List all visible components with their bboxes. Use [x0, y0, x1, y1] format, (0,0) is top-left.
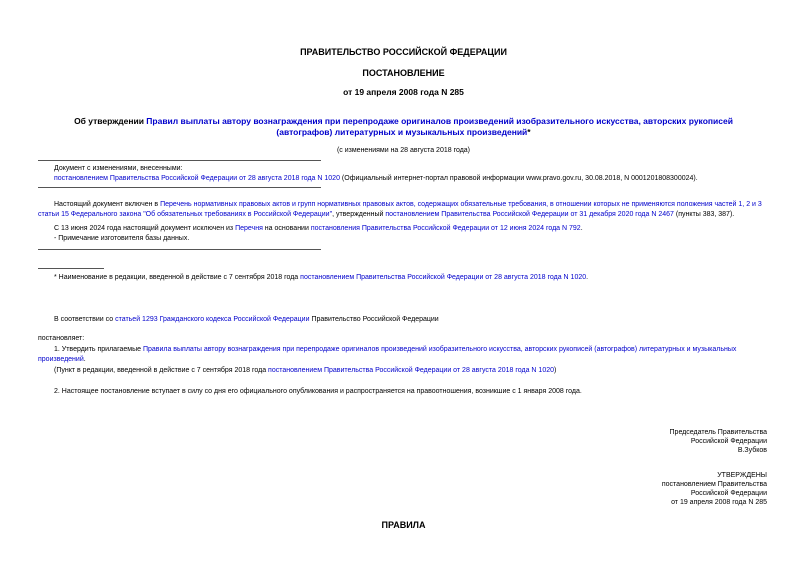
exclusion-note-text-c: . — [580, 225, 583, 232]
divider-top — [38, 160, 321, 161]
divider-middle — [38, 187, 321, 188]
decree-792-link[interactable]: постановления Правительства Российской Федерации от 12 июня 2024 года N 792 — [310, 225, 581, 232]
item-1-text-a: 1. Утвердить прилагаемые — [54, 346, 143, 353]
approved-rules-link-part1[interactable]: Правила выплаты автору вознаграждения при перепродаже оригиналов произведений изобразительного искусства, авторских рукописей (автографов) литературных и музыкальных — [142, 346, 737, 353]
government-heading: ПРАВИТЕЛЬСТВО РОССИЙСКОЙ ФЕДЕРАЦИИ — [300, 47, 507, 57]
footnote — [54, 273, 588, 283]
signature-position: Председатель Правительства — [669, 429, 767, 436]
footnote-decree-link[interactable]: постановлением Правительства Российской Федерации от 28 августа 2018 года N 1020 — [300, 274, 587, 281]
item-1-decree-link[interactable]: постановлением Правительства Российской Федерации от 28 августа 2018 года N 1020 — [268, 367, 554, 374]
inclusion-note-text-a: Настоящий документ включен в — [54, 201, 161, 208]
item-1-note-text-a: (Пункт в редакции, введенной в действие с 7 сентября 2018 года — [54, 367, 269, 374]
approved-rules-link-part2[interactable]: произведений — [38, 356, 84, 363]
decree-2467-link[interactable]: постановлением Правительства Российской Федерации от 31 декабря 2020 года N 2467 — [385, 211, 674, 218]
approval-block — [662, 471, 767, 507]
changes-intro: Документ с изменениями, внесенными: — [54, 165, 183, 172]
approval-by: постановлением Правительства — [661, 481, 767, 488]
signature-block — [670, 428, 767, 455]
footnote-separator — [38, 268, 104, 269]
preamble-text-a: В соответствии со — [54, 316, 116, 323]
item-1-note-text-b: ) — [554, 367, 557, 374]
database-note: - Примечание изготовителя базы данных. — [54, 235, 190, 242]
title-footnote-mark: * — [527, 127, 531, 137]
list-link[interactable]: Перечня — [235, 225, 263, 232]
preamble-text-b: Правительство Российской Федерации — [309, 316, 439, 323]
inclusion-note — [38, 200, 768, 220]
list-of-acts-link-part1[interactable]: Перечень нормативных правовых актов и групп нормативных правовых актов, содержащих обязательные требования, в отношении которых не применяются положения частей 1, 2 — [160, 201, 751, 208]
changes-source-rest: (Официальный интернет-портал правовой информации www.pravo.gov.ru, 30.08.2018, N 0001201808300024). — [339, 175, 698, 182]
document-title — [0, 116, 807, 138]
title-rules-link-line2[interactable]: (автографов) литературных и музыкальных произведений — [276, 127, 528, 137]
list-of-acts-link-part2[interactable]: и 3 статьи 15 Федерального закона "Об обязательных требованиях в Российской Федерации" — [38, 201, 762, 218]
divider-bottom — [38, 249, 321, 250]
title-rules-link-line1[interactable]: Правил выплаты автору вознаграждения при перепродаже оригиналов произведений изобразительного искусства, авторских рукописей — [146, 116, 733, 126]
signature-name: В.Зубков — [737, 447, 767, 454]
approval-date: от 19 апреля 2008 года N 285 — [671, 499, 767, 506]
item-1 — [38, 345, 768, 365]
rules-heading: ПРАВИЛА — [381, 520, 426, 530]
decrees-word: постановляет: — [38, 335, 85, 342]
inclusion-note-text-c: (пункты 383, 387). — [673, 211, 735, 218]
footnote-text-b: . — [586, 274, 589, 281]
changes-source — [54, 174, 698, 184]
footnote-text-a: * Наименование в редакции, введенной в действие с 7 сентября 2018 года — [54, 274, 301, 281]
document-type-heading: ПОСТАНОВЛЕНИЕ — [362, 68, 445, 78]
preamble — [54, 315, 439, 325]
amending-decree-link[interactable]: постановлением Правительства Российской Федерации от 28 августа 2018 года N 1020 — [54, 175, 340, 182]
exclusion-note — [54, 224, 583, 234]
document-date-number: от 19 апреля 2008 года N 285 — [343, 87, 464, 97]
exclusion-note-text-a: С 13 июня 2024 года настоящий документ исключен из — [54, 225, 236, 232]
civil-code-article-link[interactable]: статьей 1293 Гражданского кодекса Российской Федерации — [115, 316, 310, 323]
approval-organization: Российской Федерации — [690, 490, 767, 497]
item-1-text-b: . — [83, 356, 86, 363]
item-2: 2. Настоящее постановление вступает в силу со дня его официального опубликования и распространяется на правоотношения, возникшие с 1 января 2008 года. — [54, 388, 582, 395]
approval-word: УТВЕРЖДЕНЫ — [717, 472, 767, 479]
item-1-amendment-note — [54, 366, 556, 376]
exclusion-note-text-b: на основании — [262, 225, 311, 232]
signature-organization: Российской Федерации — [690, 438, 767, 445]
inclusion-note-text-b: , утвержденный — [332, 211, 386, 218]
title-prefix: Об утверждении — [74, 116, 147, 126]
amendments-note: (с изменениями на 28 августа 2018 года) — [336, 147, 471, 154]
